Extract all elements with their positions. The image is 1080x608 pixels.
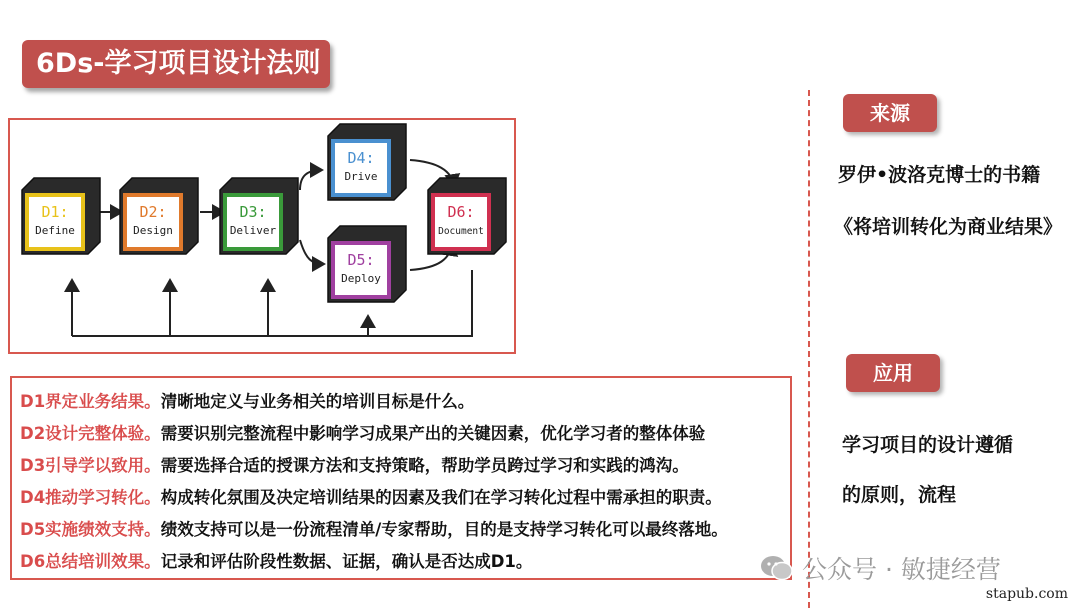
stage-box-d2 [120,178,198,254]
stage-box-d4 [328,124,406,200]
stage-name: Deploy [341,272,381,285]
principle-row-d6 [20,546,790,578]
stage-name: Deliver [229,224,277,237]
stage-box-d6 [428,178,506,254]
application-label: 应用 [846,354,940,392]
stage-code: D5: [347,251,375,269]
principle-row-d2 [20,418,790,450]
6ds-flow-diagram [8,118,516,354]
principle-key: D6总结培训效果。 [20,552,161,571]
principle-key: D1界定业务结果。 [20,392,161,411]
principle-key: D4推动学习转化。 [20,488,161,507]
stage-code: D3: [239,203,267,221]
wechat-icon [760,554,794,582]
stage-name: Drive [344,170,378,183]
principle-row-d4 [20,482,790,514]
6ds-flow-svg [10,120,514,352]
stage-box-d1 [22,178,100,254]
principle-key: D5实施绩效支持。 [20,520,161,539]
source-line-1: 罗伊•波洛克博士的书籍 [838,164,1041,186]
application-line-1: 学习项目的设计遵循 [842,434,1014,456]
stage-name: Design [133,224,173,237]
stage-box-d5 [328,226,406,302]
feedback-line [72,270,472,336]
principle-key: D3引导学以致用。 [20,456,161,475]
stage-code: D4: [347,149,375,167]
stage-name: Define [35,224,75,237]
stage-name: Document [438,226,484,237]
vertical-divider [808,90,810,608]
principle-desc: 需要选择合适的授课方法和支持策略，帮助学员跨过学习和实践的鸿沟。 [160,456,689,475]
site-url: stapub.com [985,586,1068,602]
stage-code: D2: [139,203,167,221]
page-title: 6Ds-学习项目设计法则 [22,40,330,88]
principle-row-d3 [20,450,790,482]
watermark [760,550,1001,586]
principle-row-d5 [20,514,790,546]
stage-code: D1: [41,203,69,221]
arrow-d3-d4 [300,170,322,190]
principle-row-d1 [20,386,790,418]
stage-box-d3 [220,178,298,254]
source-line-2: 《将培训转化为商业结果》 [834,216,1063,238]
watermark-text: 公众号 · 敏捷经营 [802,555,1001,584]
arrow-d3-d5 [300,240,324,264]
principle-desc: 需要识别完整流程中影响学习成果产出的关键因素，优化学习者的整体体验 [160,424,706,443]
stage-code: D6: [447,203,475,221]
principles-list [10,376,792,580]
application-line-2: 的原则，流程 [842,484,957,506]
source-label: 来源 [843,94,937,132]
principle-desc: 清晰地定义与业务相关的培训目标是什么。 [160,392,475,411]
principle-desc: 绩效支持可以是一份流程清单/专家帮助，目的是支持学习转化可以最终落地。 [160,520,728,539]
principle-desc: 构成转化氛围及决定培训结果的因素及我们在学习转化过程中需承担的职责。 [160,488,722,507]
principle-desc: 记录和评估阶段性数据、证据，确认是否达成D1。 [160,552,533,571]
principle-key: D2设计完整体验。 [20,424,161,443]
